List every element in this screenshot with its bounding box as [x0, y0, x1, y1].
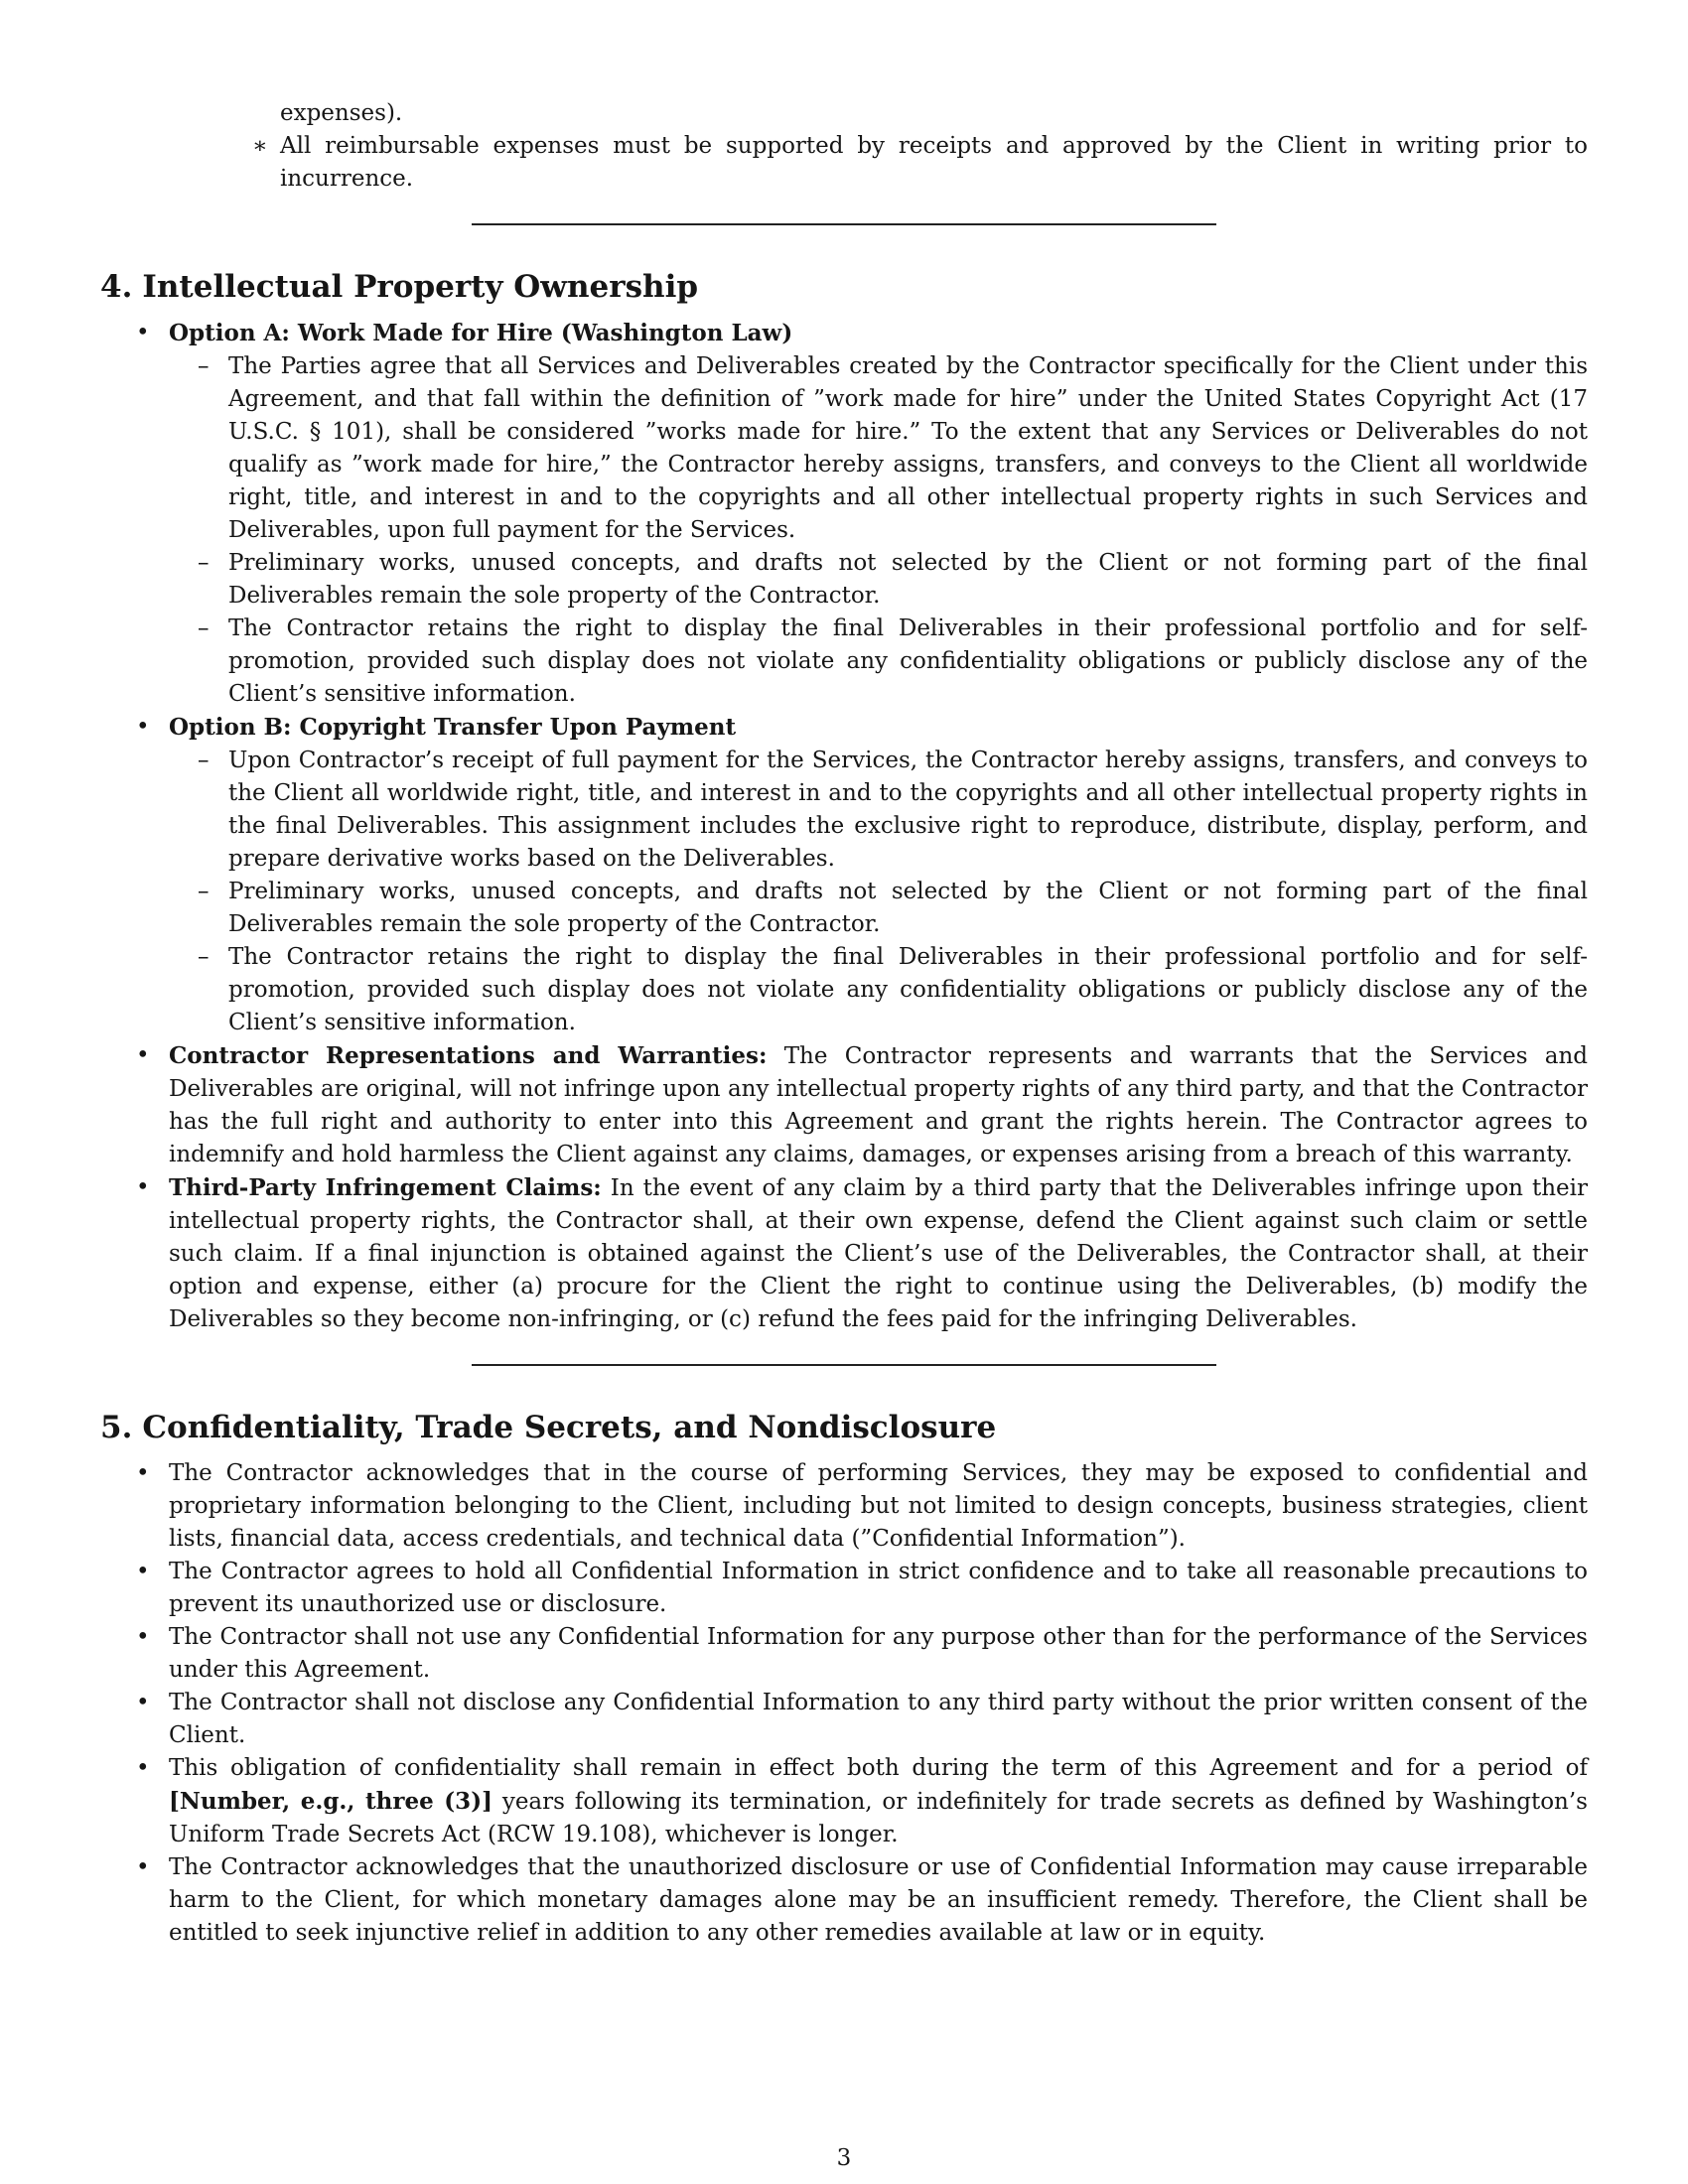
- confidentiality-item-text: The Contractor shall not disclose any Confidential Information to any third party without the prior written consent of the Client.: [169, 1690, 1588, 1748]
- section-divider: [472, 223, 1216, 225]
- section-4-list: [100, 317, 1588, 1336]
- option-a-subitem: [169, 547, 1588, 613]
- section-4-title: Intellectual Property Ownership: [142, 269, 699, 305]
- carryover-line: expenses).: [280, 100, 403, 126]
- bullet-marker: •: [136, 1755, 150, 1781]
- dash-marker: –: [198, 615, 210, 641]
- warranties-label: Contractor Representations and Warranties:: [169, 1042, 768, 1069]
- confidentiality-item: [100, 1851, 1588, 1950]
- document-page: [100, 97, 1588, 1950]
- bullet-marker: •: [136, 320, 150, 345]
- bullet-marker: •: [136, 1460, 150, 1486]
- section-5-number: 5.: [100, 1410, 133, 1445]
- section-5-heading: [100, 1408, 1588, 1447]
- carryover-text: [280, 97, 1588, 130]
- option-b-item: [100, 711, 1588, 1039]
- confidentiality-item-text: The Contractor acknowledges that the unauthorized disclosure or use of Confidential Information may cause irreparable harm to the Client, for which monetary damages alone may be an insufficient remedy. Therefore, the Client shall be entitled to seek injunctive relief in addition to any other remedies available at law or in equity.: [169, 1854, 1588, 1946]
- section-5-title: Confidentiality, Trade Secrets, and Nondisclosure: [142, 1410, 997, 1445]
- option-a-item: [100, 317, 1588, 711]
- reimbursable-expenses-item: [252, 130, 1588, 196]
- dash-marker: –: [198, 748, 210, 773]
- dash-marker: –: [198, 879, 210, 904]
- infringement-label: Third-Party Infringement Claims:: [169, 1174, 602, 1201]
- option-b-subitem-text: Upon Contractor’s receipt of full payment for the Services, the Contractor hereby assigns, transfers, and conveys to the Client all worldwide right, title, and interest in and to the copyrights and all other intellectual property rights in the final Deliverables. This assignment includes the exclusive right to reproduce, distribute, display, perform, and prepare derivative works based on the Deliverables.: [228, 748, 1588, 872]
- confidentiality-item: [100, 1556, 1588, 1621]
- option-b-subitem: [169, 941, 1588, 1039]
- bullet-marker: •: [136, 1624, 150, 1650]
- dash-marker: –: [198, 550, 210, 576]
- asterisk-marker: ∗: [252, 133, 268, 159]
- option-a-subitem: [169, 350, 1588, 547]
- section-4-number: 4.: [100, 269, 133, 305]
- confidentiality-item-text: The Contractor agrees to hold all Confidential Information in strict confidence and to take all reasonable precautions to prevent its unauthorized use or disclosure.: [169, 1559, 1588, 1617]
- option-b-sublist: [169, 745, 1588, 1039]
- term-placeholder: [Number, e.g., three (3)]: [169, 1788, 492, 1815]
- bullet-marker: •: [136, 1690, 150, 1715]
- confidentiality-item: [100, 1687, 1588, 1752]
- confidentiality-item: [100, 1621, 1588, 1687]
- option-b-label: Option B: Copyright Transfer Upon Payment: [169, 714, 737, 741]
- option-a-subitem: [169, 613, 1588, 711]
- option-a-subitem-text: The Parties agree that all Services and Deliverables created by the Contractor specifically for the Client under this Agreement, and that fall within the definition of ”work made for hire” under the United States Copyright Act (17 U.S.C. § 101), shall be considered ”works made for hire.” To the extent that any Services or Deliverables do not qualify as ”work made for hire,” the Contractor hereby assigns, transfers, and conveys to the Client all worldwide right, title, and interest in and to the copyrights and all other intellectual property rights in such Services and Deliverables, upon full payment for the Services.: [228, 353, 1588, 543]
- term-text-before: This obligation of confidentiality shall remain in effect both during the term of this Agreement and for a period of: [169, 1755, 1588, 1781]
- warranties-text: The Contractor represents and warrants that the Services and Deliverables are original, will not infringe upon any intellectual property rights of any third party, and that the Contractor has the full right and authority to enter into this Agreement and grant the rights herein. The Contractor agrees to indemnify and hold harmless the Client against any claims, damages, or expenses arising from a breach of this warranty.: [169, 1043, 1588, 1167]
- option-b-subitem-text: The Contractor retains the right to display the final Deliverables in their professional portfolio and for self-promotion, provided such display does not violate any confidentiality obligations or publicly disclose any of the Client’s sensitive information.: [228, 944, 1588, 1035]
- option-a-subitem-text: Preliminary works, unused concepts, and drafts not selected by the Client or not forming part of the final Deliverables remain the sole property of the Contractor.: [228, 550, 1588, 609]
- option-a-label: Option A: Work Made for Hire (Washington Law): [169, 320, 793, 346]
- confidentiality-item-text: The Contractor acknowledges that in the course of performing Services, they may be exposed to confidential and proprietary information belonging to the Client, including but not limited to design concepts, business strategies, client lists, financial data, access credentials, and technical data (”Confidential Information”).: [169, 1460, 1588, 1552]
- bullet-marker: •: [136, 714, 150, 740]
- section-divider: [472, 1364, 1216, 1366]
- infringement-item: [100, 1171, 1588, 1336]
- confidentiality-item-text: The Contractor shall not use any Confidential Information for any purpose other than for the performance of the Services under this Agreement.: [169, 1624, 1588, 1683]
- reimbursable-expenses-text: All reimbursable expenses must be supported by receipts and approved by the Client in writing prior to incurrence.: [280, 133, 1588, 192]
- option-b-subitem-text: Preliminary works, unused concepts, and drafts not selected by the Client or not forming part of the final Deliverables remain the sole property of the Contractor.: [228, 879, 1588, 937]
- confidentiality-item: [100, 1457, 1588, 1556]
- warranties-item: [100, 1039, 1588, 1171]
- option-b-subitem: [169, 745, 1588, 876]
- option-b-subitem: [169, 876, 1588, 941]
- section-4-heading: [100, 267, 1588, 307]
- dash-marker: –: [198, 353, 210, 379]
- page-number: 3: [836, 2145, 852, 2171]
- option-a-sublist: [169, 350, 1588, 711]
- confidentiality-term-item: [100, 1752, 1588, 1851]
- bullet-marker: •: [136, 1042, 150, 1068]
- bullet-marker: •: [136, 1854, 150, 1880]
- dash-marker: –: [198, 944, 210, 970]
- infringement-text: In the event of any claim by a third party that the Deliverables infringe upon their intellectual property rights, the Contractor shall, at their own expense, defend the Client against such claim or settle such claim. If a final injunction is obtained against the Client’s use of the Deliverables, the Contractor shall, at their option and expense, either (a) procure for the Client the right to continue using the Deliverables, (b) modify the Deliverables so they become non-infringing, or (c) refund the fees paid for the infringing Deliverables.: [169, 1175, 1588, 1332]
- section-5-list: [100, 1457, 1588, 1950]
- bullet-marker: •: [136, 1559, 150, 1584]
- bullet-marker: •: [136, 1174, 150, 1200]
- option-a-subitem-text: The Contractor retains the right to display the final Deliverables in their professional portfolio and for self-promotion, provided such display does not violate any confidentiality obligations or publicly disclose any of the Client’s sensitive information.: [228, 615, 1588, 707]
- term-text-after: years following its termination, or indefinitely for trade secrets as defined by Washington’s Uniform Trade Secrets Act (RCW 19.108), whichever is longer.: [169, 1789, 1588, 1847]
